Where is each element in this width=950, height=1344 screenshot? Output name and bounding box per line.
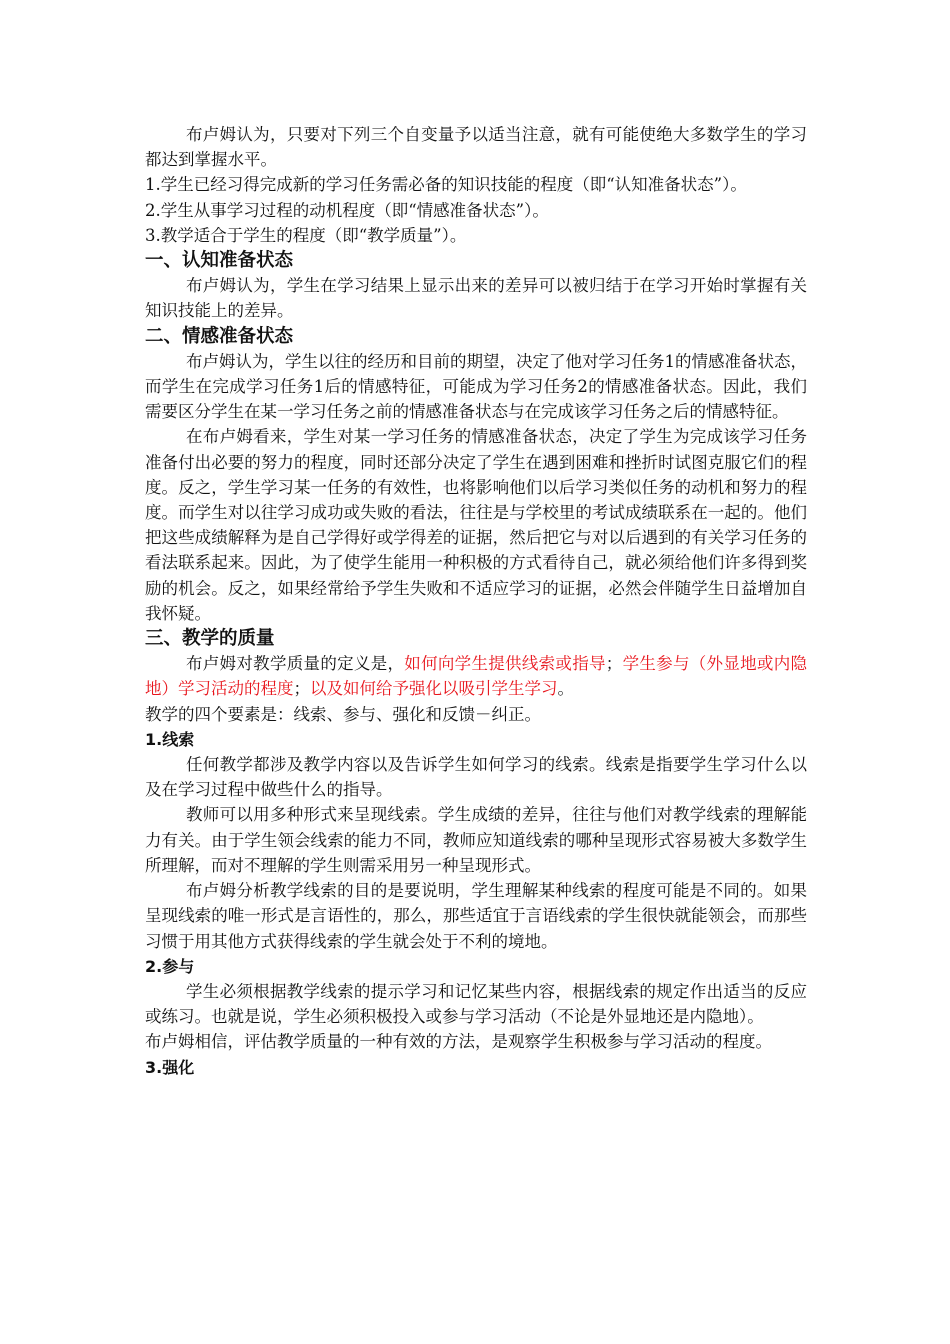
section2-paragraph-2: 在布卢姆看来，学生对某一学习任务的情感准备状态，决定了学生为完成该学习任务准备付出必要的努力的程度，同时还部分决定了学生在遇到困难和挫折时试图克服它们的程度。反之，学生学习某一任务的有效性，也将影响他们以后学习类似任务的动机和努力的程度。而学生对以往学习成功或失败的看法，往往是与学校里的考试成绩联系在一起的。他们把这些成绩解释为是自己学得好或学得差的证据，然后把它与对以后遇到的有关学习任务的看法联系起来。因此，为了使学生能用一种积极的方式看待自己，就必须给他们许多得到奖励的机会。反之，如果经常给予学生失败和不适应学习的证据，必然会伴随学生日益增加自我怀疑。 <box>145 427 807 623</box>
intro-list-item-2: 2.学生从事学习过程的动机程度（即“情感准备状态”）。 <box>145 200 549 220</box>
cues-paragraph-1: 任何教学都涉及教学内容以及告诉学生如何学习的线索。线索是指要学生学习什么以及在学习过程中做些什么的指导。 <box>145 755 807 800</box>
definition-separator-1: ； <box>605 654 623 674</box>
definition-separator-2: ； <box>293 679 310 699</box>
intro-list-item-1: 1.学生已经习得完成新的学习任务需必备的知识技能的程度（即“认知准备状态”）。 <box>145 175 747 195</box>
section-heading-affective-readiness: 二、情感准备状态 <box>145 325 294 347</box>
section1-paragraph: 布卢姆认为，学生在学习结果上显示出来的差异可以被归结于在学习开始时掌握有关知识技能上的差异。 <box>145 276 807 321</box>
cues-paragraph-2: 教师可以用多种形式来呈现线索。学生成绩的差异，往往与他们对教学线索的理解能力有关。由于学生领会线索的能力不同，教师应知道线索的哪种呈现形式容易被大多数学生所理解，而对不理解的学生则需采用另一种呈现形式。 <box>145 805 807 875</box>
subheading-reinforcement: 3.强化 <box>145 1057 195 1077</box>
section-heading-cognitive-readiness: 一、认知准备状态 <box>145 250 294 272</box>
highlight-participation: 学生参与（外显地或内隐地）学习活动的程度 <box>145 654 808 699</box>
intro-list-item-3: 3.教学适合于学生的程度（即“教学质量”）。 <box>145 225 467 245</box>
section2-paragraph-1: 布卢姆认为，学生以往的经历和目前的期望，决定了他对学习任务1的情感准备状态，而学生在完成学习任务1后的情感特征，可能成为学习任务2的情感准备状态。因此，我们需要区分学生在某一学习任务之前的情感准备状态与在完成该学习任务之后的情感特征。 <box>145 351 807 422</box>
document-page <box>145 122 807 1080</box>
cues-paragraph-3: 布卢姆分析教学线索的目的是要说明，学生理解某种线索的程度可能是不同的。如果呈现线索的唯一形式是言语性的，那么，那些适宜于言语线索的学生很快就能领会，而那些习惯于用其他方式获得线索的学生就会处于不利的境地。 <box>145 881 807 951</box>
subheading-cues: 1.线索 <box>145 729 195 749</box>
four-elements-paragraph: 教学的四个要素是：线索、参与、强化和反馈－纠正。 <box>145 704 541 724</box>
section3-definition-paragraph <box>145 651 807 701</box>
highlight-reinforcement: 以及如何给予强化以吸引学生学习 <box>310 679 558 699</box>
participation-paragraph-1: 学生必须根据教学线索的提示学习和记忆某些内容，根据线索的规定作出适当的反应或练习。也就是说，学生必须积极投入或参与学习活动（不论是外显地还是内隐地）。 <box>145 981 807 1027</box>
section-heading-instruction-quality: 三、教学的质量 <box>145 628 275 650</box>
intro-paragraph: 布卢姆认为，只要对下列三个自变量予以适当注意，就有可能使绝大多数学生的学习都达到掌握水平。 <box>145 125 807 170</box>
definition-end: 。 <box>557 679 574 699</box>
participation-paragraph-2: 布卢姆相信，评估教学质量的一种有效的方法，是观察学生积极参与学习活动的程度。 <box>145 1032 772 1052</box>
definition-lead: 布卢姆对教学质量的定义是， <box>186 654 405 674</box>
highlight-cues: 如何向学生提供线索或指导 <box>404 654 606 674</box>
subheading-participation: 2.参与 <box>145 956 195 976</box>
